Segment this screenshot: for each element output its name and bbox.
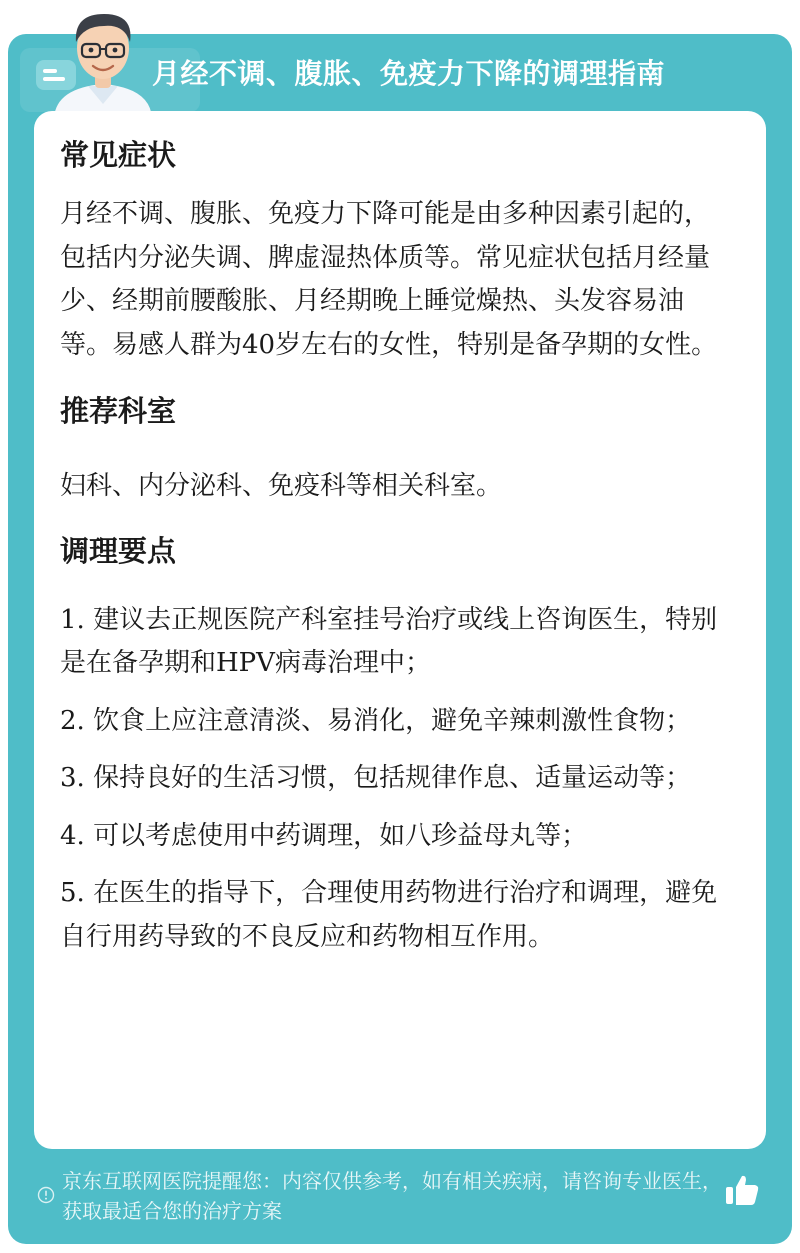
thumbs-up-icon[interactable] bbox=[724, 1172, 760, 1208]
symptoms-text: 月经不调、腹胀、免疫力下降可能是由多种因素引起的，包括内分泌失调、脾虚湿热体质等。常见症状包括月经量少、经期前腰酸胀、月经期晚上睡觉燥热、头发容易油等。易感人群为40岁左右的女性，特别是备孕期的女性。 bbox=[60, 199, 718, 360]
tip-item: 4. 可以考虑使用中药调理，如八珍益母丸等； bbox=[60, 820, 588, 851]
doctor-avatar bbox=[48, 6, 158, 118]
tip-item: 5. 在医生的指导下，合理使用药物进行治疗和调理，避免自行用药导致的不良反应和药物相互作用。 bbox=[60, 878, 718, 952]
departments-text: 妇科、内分泌科、免疫科等相关科室。 bbox=[60, 471, 503, 501]
tips-title: 调理要点 bbox=[60, 533, 177, 568]
departments-title: 推荐科室 bbox=[60, 394, 177, 428]
tip-item: 2. 饮食上应注意清淡、易消化，避免辛辣刺激性食物； bbox=[60, 705, 692, 736]
tip-item: 3. 保持良好的生活习惯，包括规律作息、适量运动等； bbox=[60, 763, 692, 793]
guide-content bbox=[60, 135, 732, 959]
tip-item: 1. 建议去正规医院产科室挂号治疗或线上咨询医生，特别是在备孕期和HPV病毒治理中； bbox=[60, 604, 718, 678]
symptoms-title: 常见症状 bbox=[60, 138, 177, 172]
info-icon bbox=[37, 1186, 55, 1204]
footer-disclaimer: 京东互联网医院提醒您：内容仅供参考，如有相关疾病，请咨询专业医生，获取最适合您的治疗方案 bbox=[62, 1169, 722, 1223]
tips-list bbox=[60, 599, 732, 960]
page-title: 月经不调、腹胀、免疫力下降的调理指南 bbox=[152, 57, 666, 90]
